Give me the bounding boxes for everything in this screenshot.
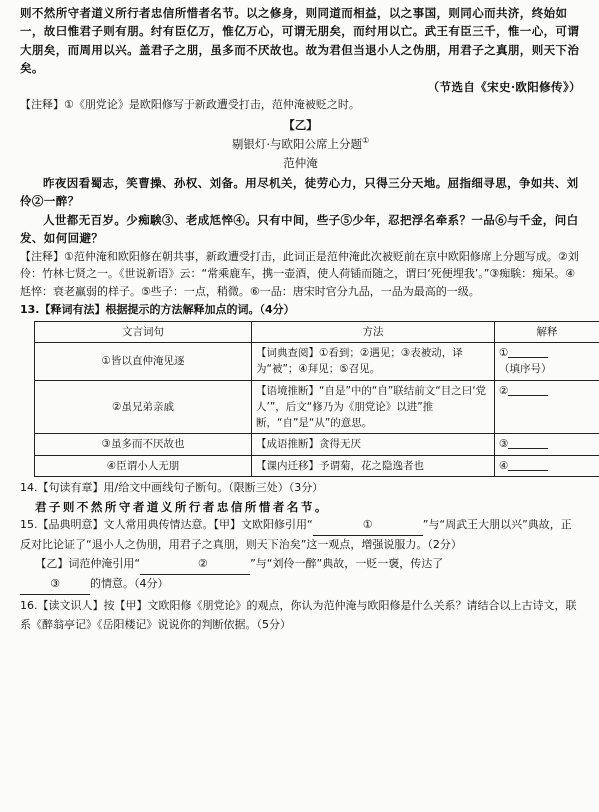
q15-blank-2[interactable]: ② xyxy=(140,555,250,575)
note-yi: 【注释】①范仲淹和欧阳修在朝共事，新政遭受打击，此词正是范仲淹此次被贬前在京中欧阳修席上分题写成。②刘伶：竹林七贤之一。《世说新语》云：“常乘鹿车，携一壶酒，使人荷锸而随之，谓曰‘死便埋我’。”③痴騃：痴呆。④尪悴：衰老羸弱的样子。⑤些子：一点，稍微。⑥一品：唐宋时官分九品，一品为最高的一级。 xyxy=(20,249,579,299)
q14-stem: 14.【句读有章】用/给文中画线句子断句。（限断三处）（3分） xyxy=(20,480,324,494)
q16-stem: 16.【读文识人】按【甲】文欧阳修《朋党论》的观点，你认为范仲淹与欧阳修是什么关系？请结合以上古诗文，联系《醉翁亭记》《岳阳楼记》说说你的判断依据。（5分） xyxy=(20,598,577,631)
table-row xyxy=(35,434,599,455)
row4-word: ④臣谓小人无朋 xyxy=(35,455,252,476)
poem-paragraph-1: 昨夜因看蜀志，笑曹操、孙权、刘备。用尽机关，徒劳心力，只得三分天地。屈指细寻思，争如共、刘伶②一醉？ xyxy=(20,175,579,209)
passage-jia-source: （节选自《宋史·欧阳修传》） xyxy=(427,79,581,94)
q15-blank-1[interactable]: ① xyxy=(313,516,423,536)
answer-blank[interactable] xyxy=(508,347,548,358)
q15-blank-3[interactable]: ③ xyxy=(20,575,90,595)
q14-sentence[interactable]: 君子则不然所守者道义所行者忠信所惜者名节。 xyxy=(34,499,329,514)
row3-word: ③虽多而不厌故也 xyxy=(35,434,252,455)
q13-stem: 13.【释词有法】根据提示的方法解释加点的词。（4分） xyxy=(20,302,295,316)
table-row xyxy=(35,343,599,381)
answer-blank[interactable] xyxy=(508,438,548,449)
passage-jia-text: 则不然所守者道义所行者忠信所惜者名节。以之修身，则同道而相益，以之事国，则同心而共济，终始如一，故曰惟君子则有朋。纣有臣亿万，惟亿万心，可谓无朋矣，而纣用以亡。武王有臣三千，惟一心，可谓大朋矣，而周用以兴。盖君子之朋，虽多而不厌故也。故为君但当退小人之伪朋，用君子之真朋，则天下治矣。 xyxy=(20,6,580,76)
row2-word: ②虽兄弟亲戚 xyxy=(35,380,252,434)
poem-paragraph-2: 人世都无百岁。少痴騃③、老成尪悴④。只有中间，些子⑤少年，忍把浮名牵系？一品⑥与千金，问白发、如何回避？ xyxy=(20,212,579,246)
answer-blank[interactable] xyxy=(508,385,548,396)
row3-answer-cell[interactable]: ③ xyxy=(495,434,599,455)
row4-answer-cell[interactable]: ④ xyxy=(495,455,599,476)
table-header-row xyxy=(35,321,599,342)
poem-title: 剔银灯·与欧阳公席上分题① xyxy=(231,136,370,152)
section-yi-label: 【乙】 xyxy=(283,117,318,132)
q15-part2: 【乙】词范仲淹引用“ ② ”与“刘伶一醉”典故，一贬一褒，传达了 xyxy=(20,555,581,575)
poem-title-footnote: ① xyxy=(361,136,370,146)
q13-table xyxy=(34,321,599,477)
table-row xyxy=(35,380,599,434)
row4-method: 【课内迁移】予谓菊，花之隐逸者也 xyxy=(252,455,495,476)
row3-method: 【成语推断】贪得无厌 xyxy=(252,434,495,455)
row1-method: 【词典查阅】①看到；②遇见；③表被动，译为“被”；④拜见；⑤召见。 xyxy=(252,343,495,381)
q15-part1: 15.【品典明意】文人常用典传情达意。【甲】文欧阳修引用“ ① ”与“周武王大朋以兴”典故，正反对比论证了“退小人之伪朋，用君子之真朋，则天下治矣”这一观点，增强说服力。（2分） xyxy=(20,518,572,552)
poem-author: 范仲淹 xyxy=(283,155,318,170)
row2-answer-cell[interactable]: ② xyxy=(495,380,599,434)
header-answer: 解释 xyxy=(495,321,599,342)
row1-answer-note: （填序号） xyxy=(499,363,552,376)
header-word: 文言词句 xyxy=(35,321,252,342)
answer-blank[interactable] xyxy=(508,460,548,471)
row1-answer-cell[interactable]: ① （填序号） xyxy=(495,343,599,381)
row2-method: 【语境推断】“自是”中的“自”联结前文“目之曰‘党人’”，后文“修乃为《朋党论》以进”推断，“自”是“从”的意思。 xyxy=(252,380,495,434)
q15-part3: ③ 的情意。（4分） xyxy=(20,575,581,595)
row1-word: ①皆以直仲淹见逐 xyxy=(35,343,252,381)
note-jia: 【注释】①《朋党论》是欧阳修写于新政遭受打击，范仲淹被贬之时。 xyxy=(20,97,360,111)
table-row xyxy=(35,455,599,476)
header-method: 方法 xyxy=(252,321,495,342)
